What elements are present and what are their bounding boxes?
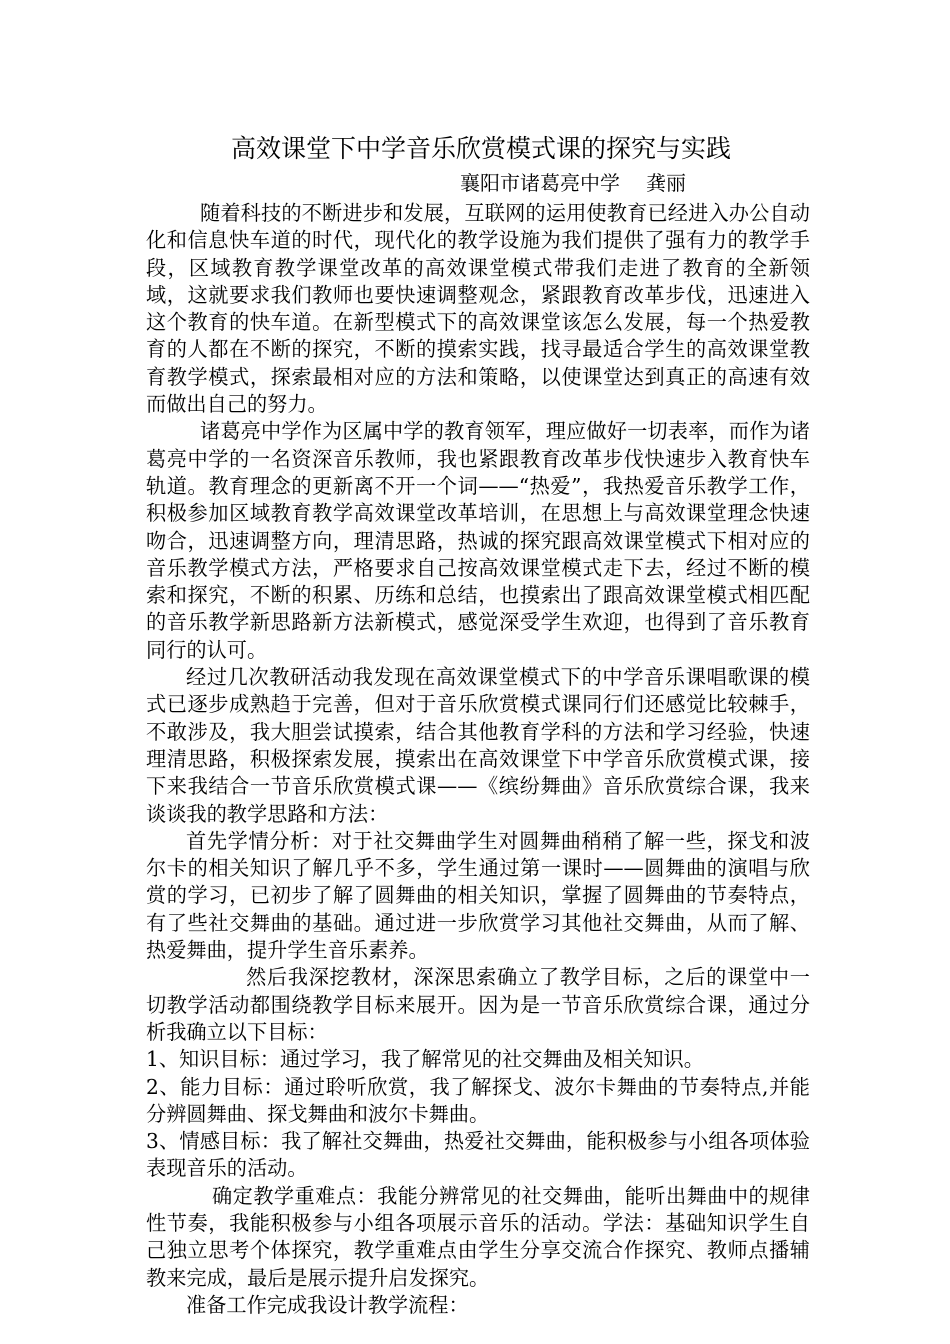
author-line [146,166,810,200]
paragraph-4: 首先学情分析：对于社交舞曲学生对圆舞曲稍稍了解一些，探戈和波尔卡的相关知识了解几乎不多，学生通过第一课时——圆舞曲的演唱与欣赏的学习，已初步了解了圆舞曲的相关知识，掌握了圆舞曲的节奏特点，有了些社交舞曲的基础。通过进一步欣赏学习其他社交舞曲，从而了解、热爱舞曲，提升学生音乐素养。 [146,828,810,963]
author-school: 襄阳市诸葛亮中学 [460,171,620,195]
paragraph-process: 准备工作完成我设计教学流程： [186,1292,469,1317]
paragraph-2: 诸葛亮中学作为区属中学的教育领军，理应做好一切表率，而作为诸葛亮中学的一名资深音乐教师，我也紧跟教育改革步伐快速步入教育快车轨道。教育理念的更新离不开一个词——“热爱”，我热爱音乐教学工作，积极参加区域教育教学高效课堂改革培训，在思想上与高效课堂理念快速吻合，迅速调整方向，理清思路，热诚的探究跟高效课堂模式下相对应的音乐教学模式方法，严格要求自己按高效课堂模式走下去，经过不断的模索和探究，不断的积累、历练和总结，也摸索出了跟高效课堂模式相匹配的音乐教学新思路新方法新模式，感觉深受学生欢迎，也得到了音乐教育同行的认可。 [146,419,810,662]
document-title: 高效课堂下中学音乐欣赏模式课的探究与实践 [230,134,731,163]
goal-ability: 2、能力目标：通过聆听欣赏，我了解探戈、波尔卡舞曲的节奏特点,并能分辨圆舞曲、探戈舞曲和波尔卡舞曲。 [146,1074,810,1126]
paragraph-1: 随着科技的不断进步和发展，互联网的运用使教育已经进入办公自动化和信息快车道的时代，现代化的教学设施为我们提供了强有力的教学手段，区域教育教学课堂改革的高效课堂模式带我们走进了教育的全新领域，这就要求我们教师也要快速调整观念，紧跟教育改革步伐，迅速进入这个教育的快车道。在新型模式下的高效课堂该怎么发展，每一个热爱教育的人都在不断的探究，不断的摸索实践，找寻最适合学生的高效课堂教育教学模式，探索最相对应的方法和策略，以使课堂达到真正的高速有效而做出自己的努力。 [146,201,810,417]
paragraph-5: 然后我深挖教材，深深思索确立了教学目标，之后的课堂中一切教学活动都围绕教学目标来展开。因为是一节音乐欣赏综合课，通过分析我确立以下目标： [146,965,810,1044]
author-name: 龚丽 [646,171,686,195]
document-page [146,132,810,1319]
goal-emotion: 3、情感目标：我了解社交舞曲，热爱社交舞曲，能积极参与小组各项体验表现音乐的活动。 [146,1129,810,1181]
paragraph-3: 经过几次教研活动我发现在高效课堂模式下的中学音乐课唱歌课的模式已逐步成熟趋于完善，但对于音乐欣赏模式课同行们还感觉比较棘手，不敢涉及，我大胆尝试摸索，结合其他教育学科的方法和学习经验，快速理清思路，积极探索发展，摸索出在高效课堂下中学音乐欣赏模式课，接下来我结合一节音乐欣赏模式课——《缤纷舞曲》音乐欣赏综合课，我来谈谈我的教学思路和方法： [146,665,810,826]
paragraph-key-points: 确定教学重难点：我能分辨常见的社交舞曲，能听出舞曲中的规律性节奏，我能积极参与小组各项展示音乐的活动。学法：基础知识学生自己独立思考个体探究，教学重难点由学生分享交流合作探究、教师点播辅教来完成，最后是展示提升启发探究。 [146,1183,810,1290]
goal-knowledge: 1、知识目标：通过学习，我了解常见的社交舞曲及相关知识。 [146,1047,704,1072]
